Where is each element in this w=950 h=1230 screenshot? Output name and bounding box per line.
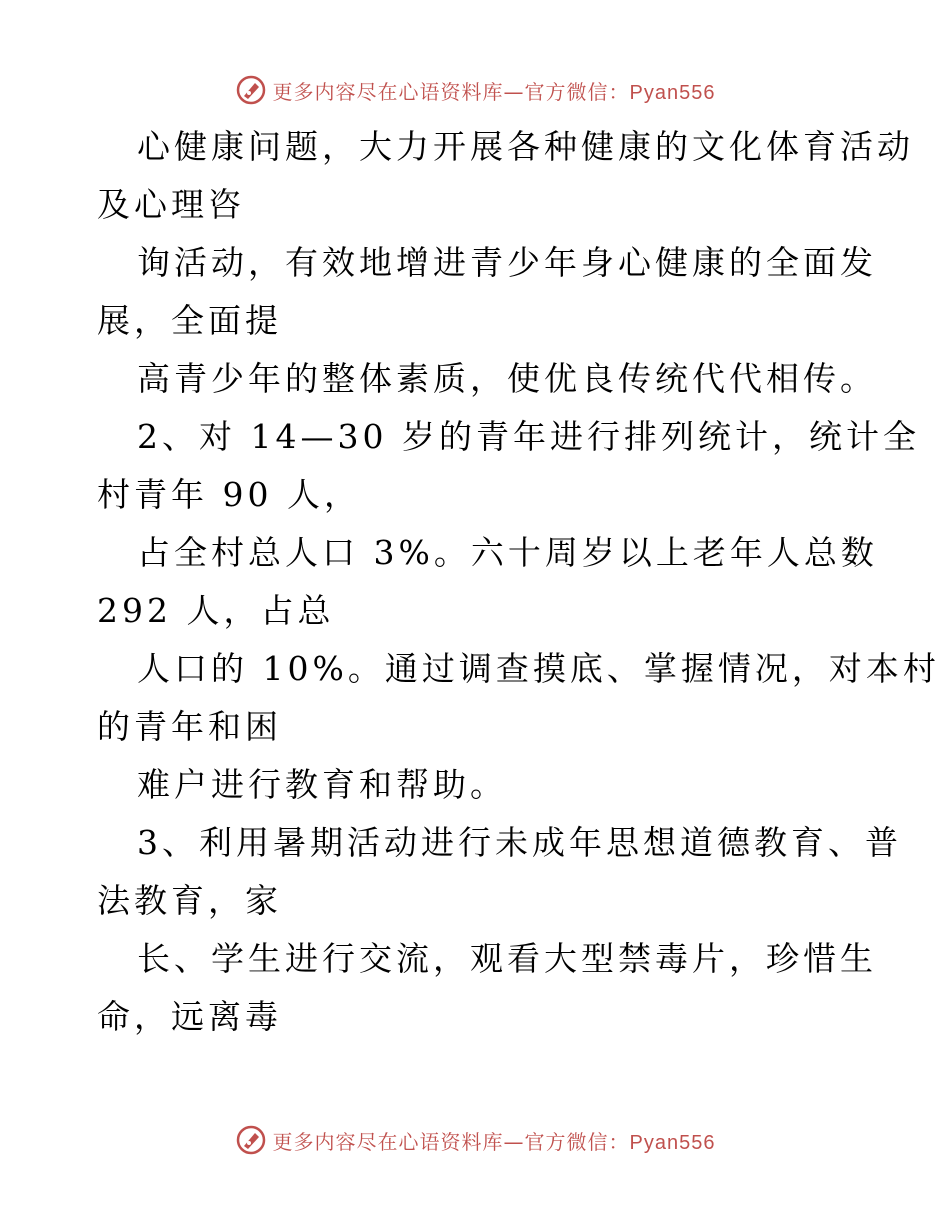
body-line: 展，全面提 xyxy=(97,301,282,340)
body-line: 及心理咨 xyxy=(97,185,245,224)
body-line: 的青年和困 xyxy=(97,707,282,746)
banner-dash: — xyxy=(503,79,525,104)
banner-dash: — xyxy=(503,1129,525,1154)
banner-wechat-id: Pyan556 xyxy=(629,81,716,104)
banner-wechat-id: Pyan556 xyxy=(629,1131,716,1154)
banner-text xyxy=(273,1126,716,1155)
body-line: 命，远离毒 xyxy=(97,997,282,1036)
banner-wechat-label: 官方微信： xyxy=(524,1129,630,1154)
body-line: 难户进行教育和帮助。 xyxy=(137,765,507,804)
header-banner xyxy=(0,70,950,110)
body-line: 2、对 14—30 岁的青年进行排列统计，统计全 xyxy=(137,417,920,456)
banner-text xyxy=(273,76,716,105)
body-line: 3、利用暑期活动进行未成年思想道德教育、普 xyxy=(137,823,902,862)
body-line: 法教育，家 xyxy=(97,881,282,920)
body-line: 人口的 10%。通过调查摸底、掌握情况，对本村 xyxy=(137,649,940,688)
body-line: 292 人，占总 xyxy=(97,591,335,630)
banner-wechat-label: 官方微信： xyxy=(524,79,630,104)
body-line: 占全村总人口 3%。六十周岁以上老年人总数 xyxy=(137,533,878,572)
pen-nib-logo-icon xyxy=(235,74,267,106)
body-line: 询活动，有效地增进青少年身心健康的全面发 xyxy=(137,243,877,282)
banner-title: 更多内容尽在心语资料库 xyxy=(272,79,504,104)
body-line: 心健康问题，大力开展各种健康的文化体育活动 xyxy=(137,127,914,166)
pen-nib-logo-icon xyxy=(235,1124,267,1156)
banner-title: 更多内容尽在心语资料库 xyxy=(272,1129,504,1154)
body-line: 高青少年的整体素质，使优良传统代代相传。 xyxy=(137,359,877,398)
body-line: 长、学生进行交流，观看大型禁毒片，珍惜生 xyxy=(137,939,877,978)
body-line: 村青年 90 人， xyxy=(97,475,361,514)
footer-banner xyxy=(0,1120,950,1160)
document-body xyxy=(97,118,940,1046)
